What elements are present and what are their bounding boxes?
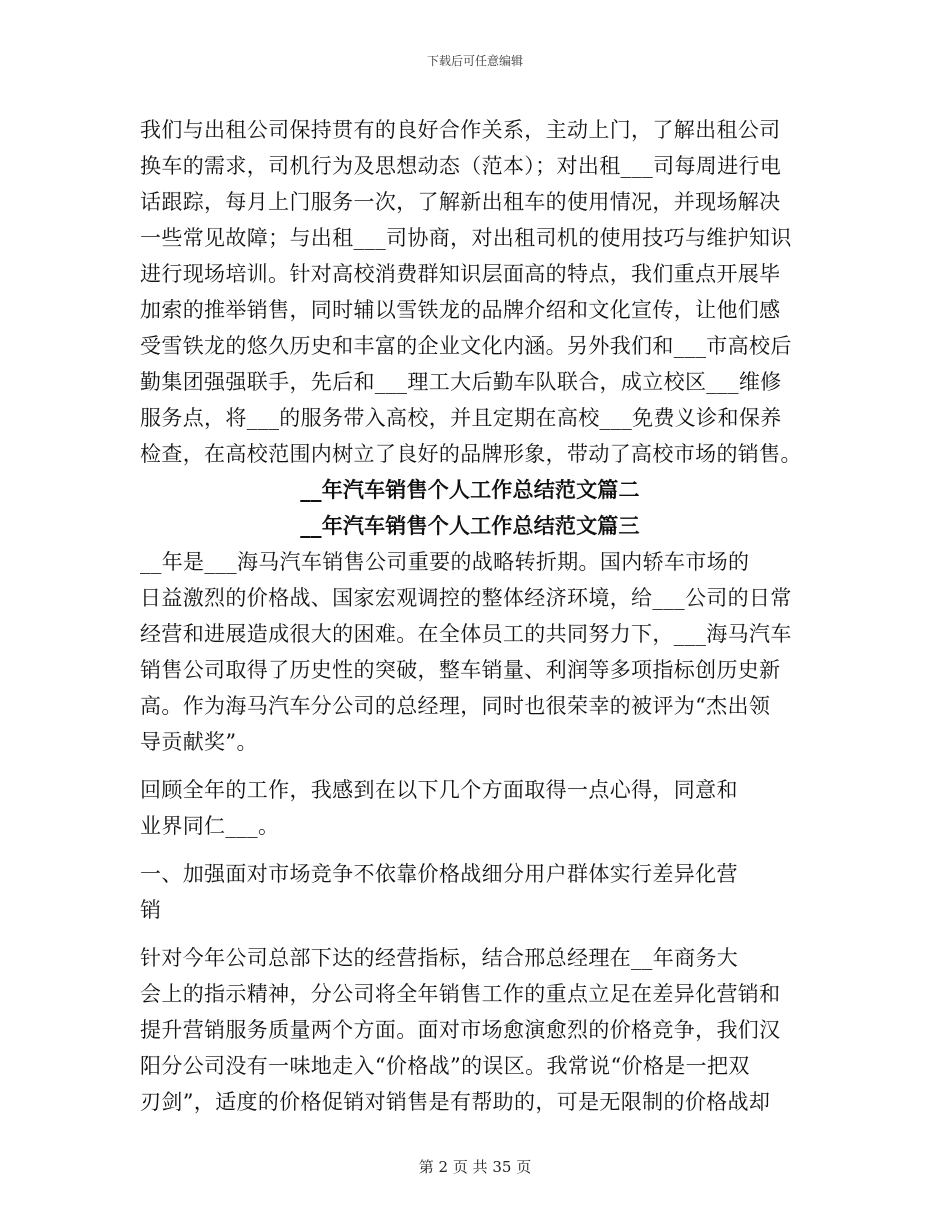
section-heading-3: __年汽车销售个人工作总结范文篇三 bbox=[300, 513, 640, 538]
header-note: 下载后可任意编辑 bbox=[426, 54, 523, 68]
paragraph-3 bbox=[140, 772, 800, 844]
paragraph-gap bbox=[140, 760, 800, 772]
section-heading-2: __年汽车销售个人工作总结范文篇二 bbox=[300, 477, 640, 502]
text-line: 业界同仁___。 bbox=[140, 814, 280, 838]
text-line: 阳分公司没有一味地走入“价格战”的误区。我常说“价格是一把双 bbox=[140, 1054, 750, 1078]
text-line: 会上的指示精神，分公司将全年销售工作的重点立足在差异化营销和 bbox=[140, 982, 781, 1006]
document-body bbox=[140, 112, 800, 1120]
text-line: 导贡献奖”。 bbox=[140, 730, 258, 754]
text-line: 提升营销服务质量两个方面。面对市场愈演愈烈的价格竞争，我们汉 bbox=[140, 1018, 781, 1042]
paragraph-2 bbox=[140, 544, 800, 760]
text-line: 一些常见故障；与出租___司协商，对出租司机的使用技巧与维护知识 bbox=[140, 226, 792, 250]
text-line: 刃剑”，适度的价格促销对销售是有帮助的，可是无限制的价格战却 bbox=[140, 1090, 771, 1114]
text-line: 高。作为海马汽车分公司的总经理，同时也很荣幸的被评为“杰出领 bbox=[140, 694, 771, 718]
text-line: 话跟踪，每月上门服务一次，了解新出租车的使用情况，并现场解决 bbox=[140, 190, 781, 214]
text-line: 一、加强面对市场竞争不依靠价格战细分用户群体实行差异化营 bbox=[140, 862, 738, 886]
text-line: __年是___海马汽车销售公司重要的战略转折期。国内轿车市场的 bbox=[140, 550, 750, 574]
text-line: 受雪铁龙的悠久历史和丰富的企业文化内涵。另外我们和___市高校后 bbox=[140, 334, 792, 358]
paragraph-4 bbox=[140, 856, 800, 928]
text-line: 我们与出租公司保持贯有的良好合作关系，主动上门，了解出租公司 bbox=[140, 118, 781, 142]
paragraph-gap bbox=[140, 844, 800, 856]
text-line: 日益激烈的价格战、国家宏观调控的整体经济环境，给___公司的日常 bbox=[140, 586, 792, 610]
text-line: 进行现场培训。针对高校消费群知识层面高的特点，我们重点开展毕 bbox=[140, 262, 781, 286]
text-line: 加索的推举销售，同时辅以雪铁龙的品牌介绍和文化宣传，让他们感 bbox=[140, 298, 781, 322]
text-line: 换车的需求，司机行为及思想动态（范本）；对出租___司每周进行电 bbox=[140, 154, 782, 178]
text-line: 经营和进展造成很大的困难。在全体员工的共同努力下，___海马汽车 bbox=[140, 622, 792, 646]
paragraph-5 bbox=[140, 940, 800, 1120]
paragraph-1 bbox=[140, 112, 800, 472]
text-line: 针对今年公司总部下达的经营指标，结合邢总经理在__年商务大 bbox=[140, 946, 739, 970]
page-number: 第 2 页 共 35 页 bbox=[418, 1158, 532, 1176]
text-line: 勤集团强强联手，先后和___理工大后勤车队联合，成立校区___维修 bbox=[140, 370, 782, 394]
text-line: 服务点，将___的服务带入高校，并且定期在高校___免费义诊和保养 bbox=[140, 406, 782, 430]
text-line: 检查，在高校范围内树立了良好的品牌形象，带动了高校市场的销售。 bbox=[140, 442, 802, 466]
text-line: 销售公司取得了历史性的突破，整车销量、利润等多项指标创历史新 bbox=[140, 658, 781, 682]
paragraph-gap bbox=[140, 928, 800, 940]
text-line: 销 bbox=[140, 898, 162, 922]
text-line: 回顾全年的工作，我感到在以下几个方面取得一点心得，同意和 bbox=[140, 778, 738, 802]
